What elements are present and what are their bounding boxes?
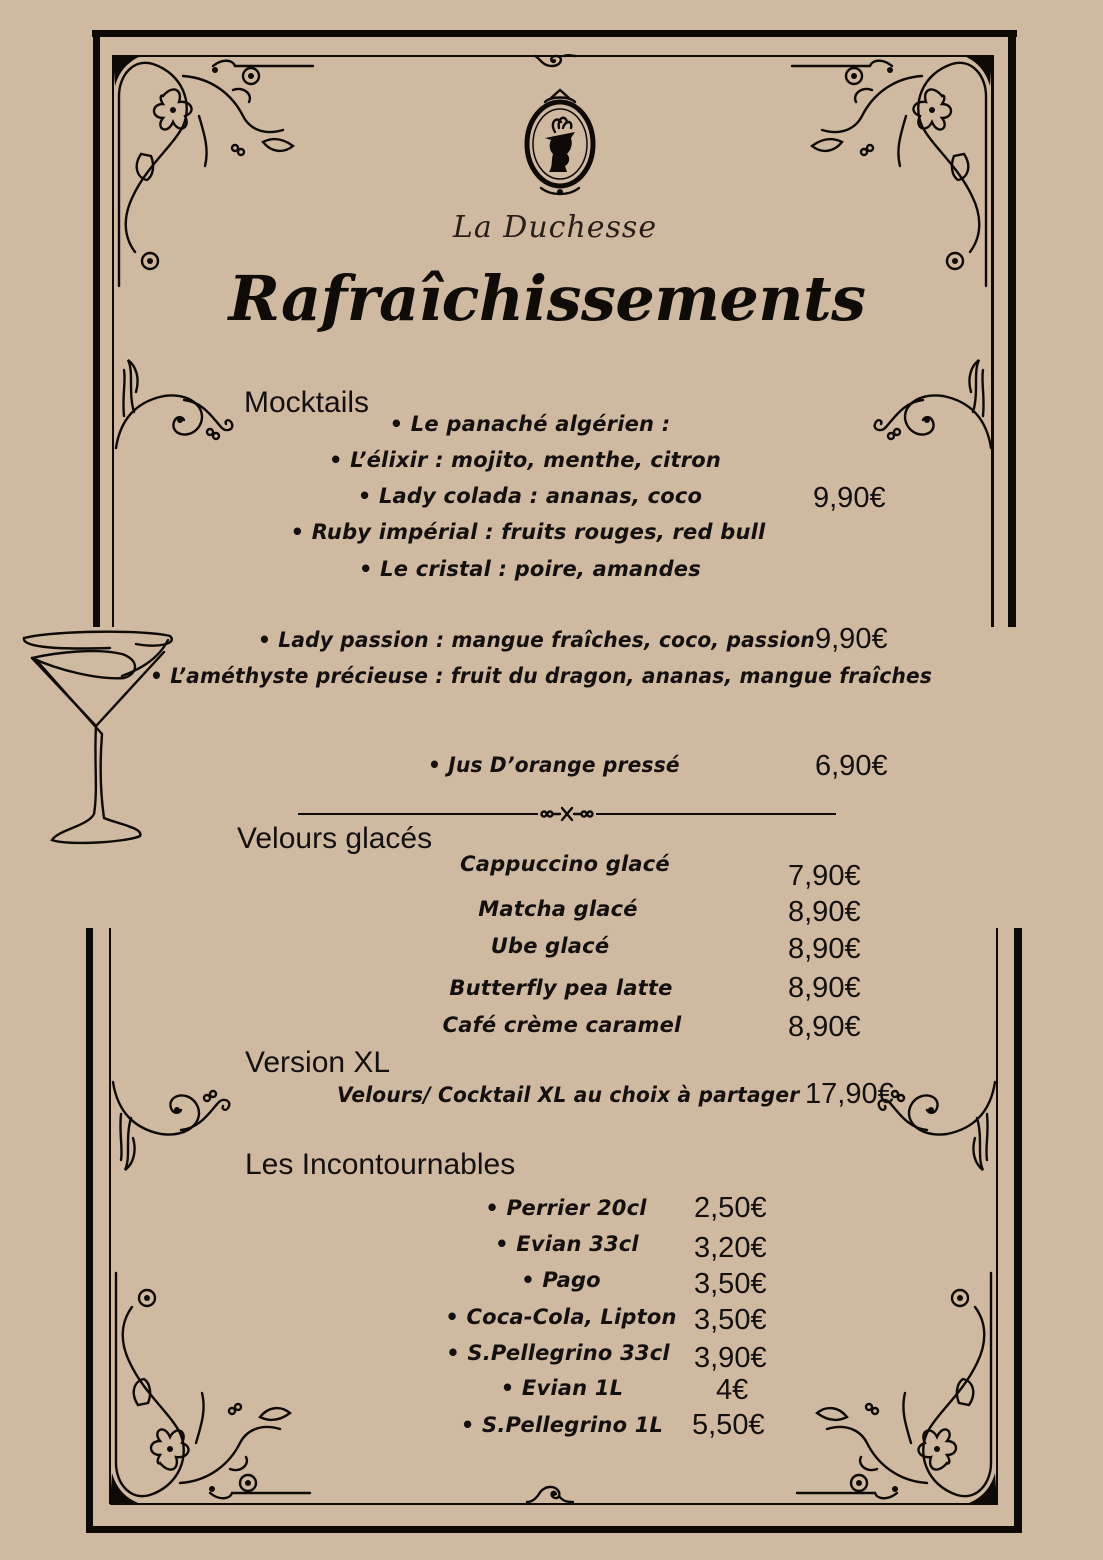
menu-item: • Lady passion : mangue fraîches, coco, passion bbox=[258, 628, 815, 652]
page-title: Rafraîchissements bbox=[228, 262, 866, 335]
menu-item: • Ruby impérial : fruits rouges, red bull bbox=[290, 520, 766, 544]
scroll-flourish-icon bbox=[114, 352, 239, 452]
item-price: 8,90€ bbox=[788, 896, 861, 928]
section-title: Velours glacés bbox=[237, 822, 433, 855]
item-price: 8,90€ bbox=[788, 972, 861, 1004]
menu-item: • Lady colada : ananas, coco bbox=[357, 484, 703, 508]
floral-corner-ornament-icon bbox=[113, 56, 313, 286]
item-price: 8,90€ bbox=[788, 1011, 861, 1043]
section-title: Mocktails bbox=[244, 386, 370, 419]
item-price: 8,90€ bbox=[788, 933, 861, 965]
item-price: 3,50€ bbox=[694, 1268, 767, 1300]
scroll-flourish-icon bbox=[525, 1480, 575, 1508]
menu-item: • L’élixir : mojito, menthe, citron bbox=[328, 448, 722, 472]
frame-left-thick-lower bbox=[86, 928, 93, 1533]
item-price: 3,20€ bbox=[694, 1232, 767, 1264]
menu-item: Matcha glacé bbox=[478, 897, 638, 921]
menu-item: • Perrier 20cl bbox=[485, 1196, 647, 1220]
floral-corner-ornament-icon bbox=[792, 56, 992, 286]
menu-item: • Le panaché algérien : bbox=[389, 412, 671, 436]
item-price: 3,50€ bbox=[694, 1304, 767, 1336]
item-price: 4€ bbox=[716, 1374, 749, 1406]
frame-bottom-thick bbox=[86, 1526, 1022, 1533]
item-price: 3,90€ bbox=[694, 1342, 767, 1374]
menu-item: Velours/ Cocktail XL au choix à partager bbox=[337, 1083, 800, 1107]
frame-right-thick-upper bbox=[1008, 30, 1016, 627]
frame-left-thick-upper bbox=[93, 30, 100, 627]
menu-item: Cappuccino glacé bbox=[460, 852, 670, 876]
menu-item: • L’améthyste précieuse : fruit du dragon, ananas, mangue fraîches bbox=[150, 664, 933, 688]
floral-corner-ornament-icon bbox=[797, 1273, 997, 1503]
menu-item: • Jus D’orange pressé bbox=[428, 753, 680, 777]
item-price: 9,90€ bbox=[813, 482, 886, 514]
item-price: 6,90€ bbox=[815, 750, 888, 782]
frame-right-thick-lower bbox=[1014, 928, 1022, 1533]
item-price: 7,90€ bbox=[788, 860, 861, 892]
frame-top-thick bbox=[92, 30, 1017, 37]
section-title: Les Incontournables bbox=[245, 1148, 516, 1181]
menu-item: • Coca-Cola, Lipton bbox=[445, 1305, 677, 1329]
item-price: 5,50€ bbox=[692, 1409, 765, 1441]
item-price: 9,90€ bbox=[815, 623, 888, 655]
divider-ornament-icon bbox=[538, 806, 596, 822]
menu-item: Café crème caramel bbox=[442, 1013, 682, 1037]
menu-item: • Le cristal : poire, amandes bbox=[359, 557, 701, 581]
menu-item: • S.Pellegrino 33cl bbox=[446, 1341, 670, 1365]
section-title: Version XL bbox=[245, 1046, 391, 1079]
menu-item: Butterfly pea latte bbox=[449, 976, 673, 1000]
menu-item: • Evian 33cl bbox=[495, 1232, 639, 1256]
martini-glass-icon bbox=[18, 630, 178, 850]
menu-item: Ube glacé bbox=[490, 934, 610, 958]
scroll-flourish-icon bbox=[868, 352, 993, 452]
duchess-silhouette-cameo-icon bbox=[515, 88, 605, 200]
item-price: 2,50€ bbox=[694, 1192, 767, 1224]
item-price: 17,90€ bbox=[805, 1078, 894, 1110]
floral-corner-ornament-icon bbox=[110, 1273, 310, 1503]
brand-name: La Duchesse bbox=[452, 210, 658, 245]
menu-item: • Pago bbox=[521, 1268, 601, 1292]
menu-item: • S.Pellegrino 1L bbox=[460, 1413, 664, 1437]
menu-item: • Evian 1L bbox=[500, 1376, 624, 1400]
scroll-flourish-icon bbox=[530, 50, 580, 80]
scroll-flourish-icon bbox=[111, 1078, 236, 1178]
